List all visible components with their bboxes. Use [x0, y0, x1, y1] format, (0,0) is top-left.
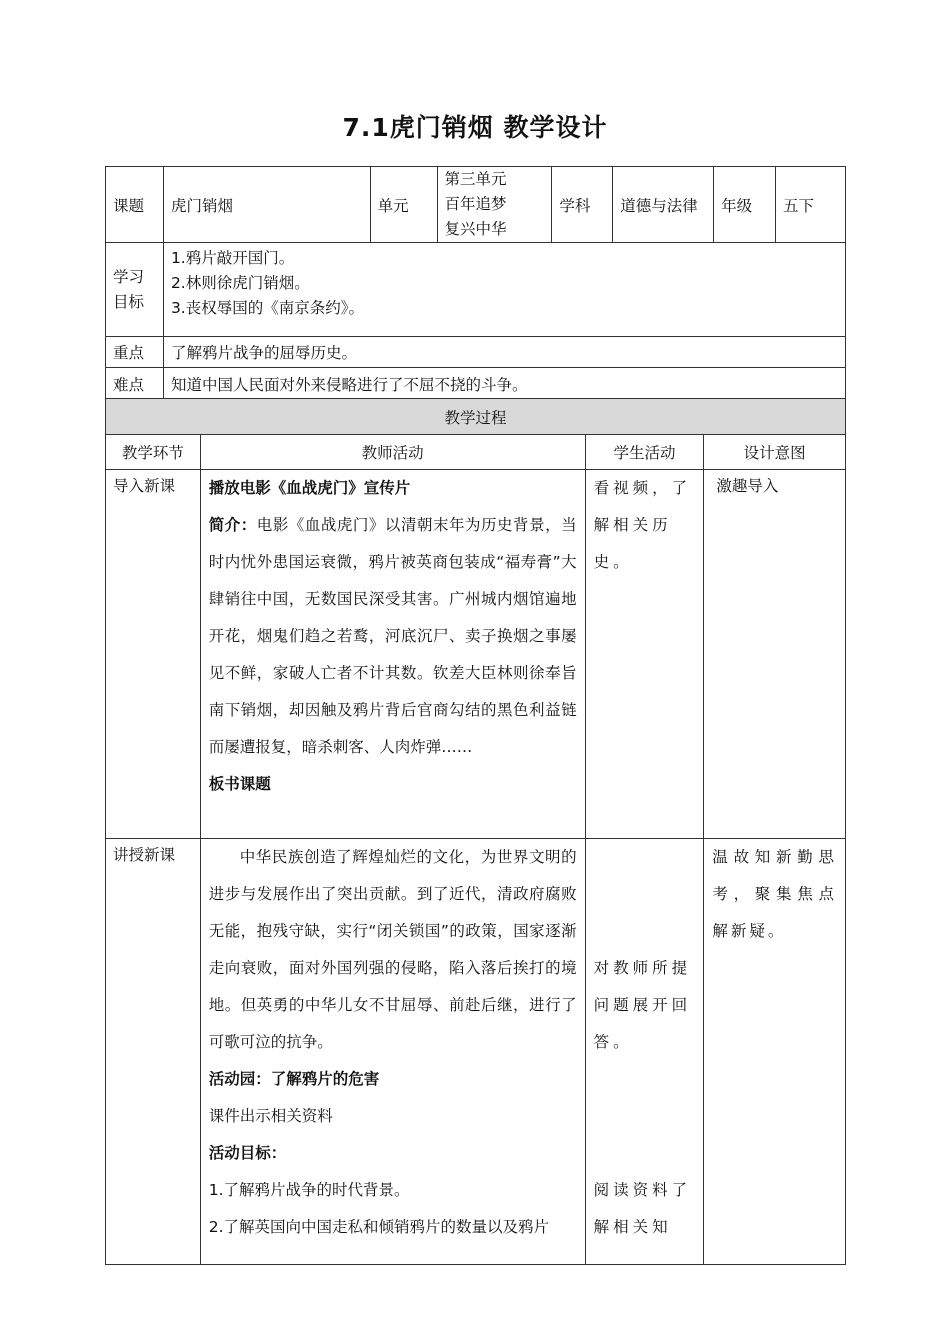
column-header: 教学环节: [106, 435, 201, 470]
unit-label: 单元: [370, 167, 437, 243]
topic-value: 虎门销烟: [163, 167, 370, 243]
courseware-note: 课件出示相关资料: [208, 1107, 333, 1125]
teacher-intro-label: 简介：: [208, 516, 257, 534]
process-table: [105, 398, 846, 1265]
unit-value-line: 复兴中华: [444, 220, 507, 238]
column-header: 教师活动: [200, 435, 585, 470]
teacher-activity: [200, 839, 585, 1265]
column-header: 学生活动: [585, 435, 704, 470]
process-heading-row: [106, 399, 846, 435]
goal-item: 2.林则徐虎门销烟。: [170, 274, 310, 292]
grade-label: 年级: [714, 167, 776, 243]
stage-cell: 讲授新课: [106, 839, 201, 1265]
goals-label-line: 学习: [113, 267, 145, 286]
teacher-intro: [209, 507, 577, 766]
teacher-activity: [200, 470, 585, 839]
key-point-value: 了解鸦片战争的屈辱历史。: [163, 337, 845, 368]
subject-value: 道德与法律: [613, 167, 714, 243]
goal-item: 2.了解英国向中国走私和倾销鸦片的数量以及鸦片: [208, 1218, 550, 1236]
table-row: [106, 470, 846, 839]
unit-value: [437, 167, 552, 243]
difficulty-value: 知道中国人民面对外来侵略进行了不屈不挠的斗争。: [163, 368, 845, 400]
stage-cell: 导入新课: [106, 470, 201, 839]
key-point-label: 重点: [106, 337, 164, 368]
difficulty-row: [106, 368, 846, 400]
process-heading: 教学过程: [106, 399, 846, 435]
goal-item: 3.丧权辱国的《南京条约》。: [170, 299, 364, 317]
goals-row: [106, 243, 846, 337]
student-answer: 对教师所提问题展开回答。: [593, 959, 692, 1051]
process-header-row: [106, 435, 846, 470]
unit-value-line: 百年追梦: [444, 195, 507, 213]
info-row: [106, 167, 846, 243]
design-intent: 激趣导入: [704, 470, 846, 839]
teacher-paragraph: 中华民族创造了辉煌灿烂的文化，为世界文明的进步与发展作出了突出贡献。到了近代，清政府腐败无能，抱残守缺，实行“闭关锁国”的政策，国家逐渐走向衰败，面对外国列强的侵略，陷入落后挨打的境地。但英勇的中华儿女不甘屈辱、前赴后继，进行了可歌可泣的抗争。: [208, 848, 577, 1051]
teacher-heading: 播放电影《血战虎门》宣传片: [208, 479, 411, 497]
key-point-row: [106, 337, 846, 368]
student-activity: [585, 839, 704, 1265]
goal-item: 1.鸦片敲开国门。: [170, 249, 295, 267]
student-activity: 看视频，了解相关历史。: [585, 470, 704, 839]
grade-value: 五下: [776, 167, 846, 243]
design-intent: 温故知新勤思考，聚集焦点解新疑。: [704, 839, 846, 1265]
topic-label: 课题: [106, 167, 164, 243]
page-title: 7.1虎门销烟 教学设计: [342, 113, 608, 142]
goal-heading: 活动目标：: [208, 1144, 287, 1162]
goal-item: 1.了解鸦片战争的时代背景。: [208, 1181, 410, 1199]
goals-label-line: 目标: [113, 292, 145, 311]
table-row: [106, 839, 846, 1265]
teacher-intro-text: 电影《血战虎门》以清朝末年为历史背景，当时内忧外患国运衰微，鸦片被英商包装成“福寿膏”大肆销往中国，无数国民深受其害。广州城内烟馆遍地开花，烟鬼们趋之若鹜，河底沉尸、卖子换烟之事屡见不鲜，家破人亡者不计其数。钦差大臣林则徐奉旨南下销烟，却因触及鸦片背后官商勾结的黑色利益链而屡遭报复，暗杀刺客、人肉炸弹……: [208, 516, 577, 756]
unit-value-line: 第三单元: [444, 170, 507, 188]
subject-label: 学科: [552, 167, 613, 243]
student-reading: 阅读资料了解相关知: [593, 1181, 692, 1236]
difficulty-label: 难点: [106, 368, 164, 400]
goals-list: [163, 243, 845, 337]
column-header: 设计意图: [704, 435, 846, 470]
teacher-footer: 板书课题: [208, 775, 271, 793]
info-table: [105, 166, 846, 400]
activity-heading: 活动园：了解鸦片的危害: [208, 1070, 380, 1088]
goals-label: [106, 243, 164, 337]
